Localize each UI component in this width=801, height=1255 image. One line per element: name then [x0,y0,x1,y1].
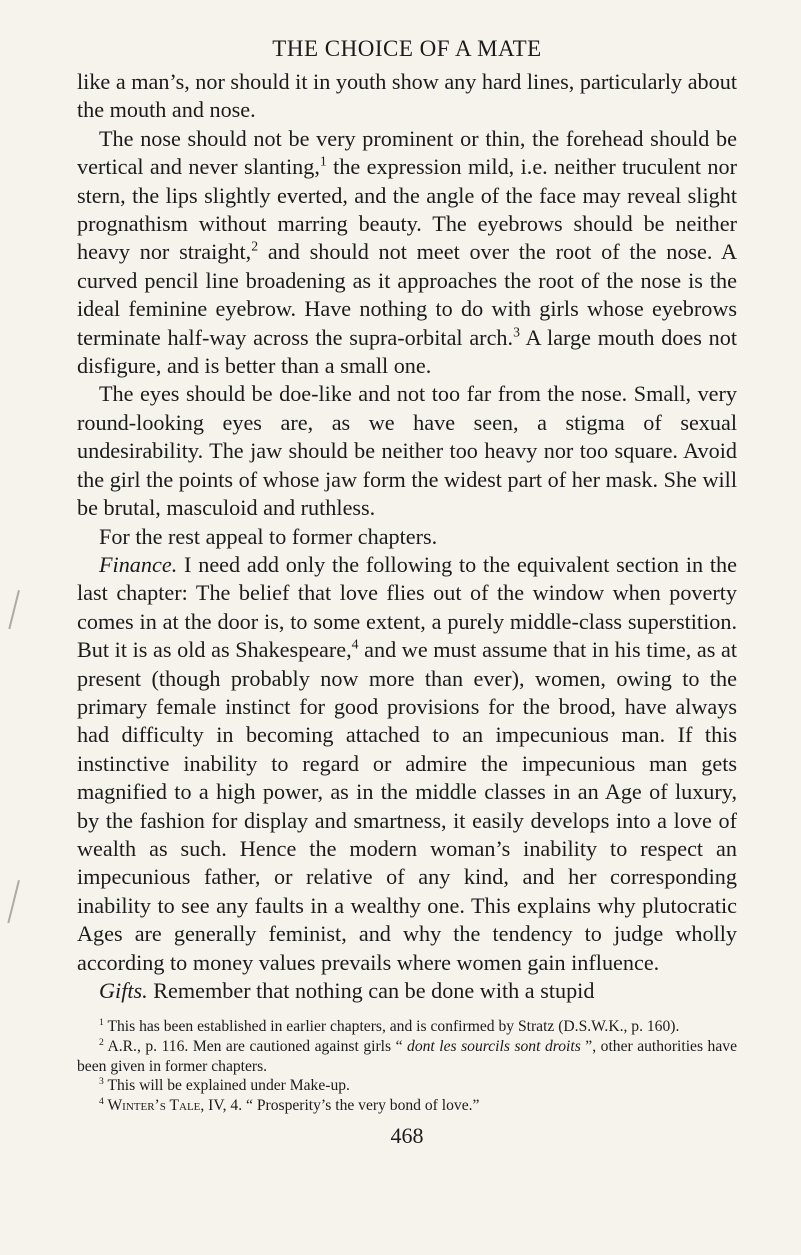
footnote-ref-3[interactable]: 3 [513,324,520,340]
footnote-quote-italic: dont les sourcils sont droits [407,1038,581,1055]
paragraph-rest [77,523,737,551]
footnote-1 [77,1017,737,1037]
paragraph-nose [77,125,737,381]
text-run: and we must assume that in his time, as at present (though probably now more than ever), women, owing to the primary female instinct for good provisions for the brood, have always had difficulty in becoming attached to an impecunious man. If this instinctive inability to regard or admire the impecunious man gets magnified to a high power, as in the middle classes in an Age of luxury, by the fashion for display and smartness, it easily develops into a love of wealth as such. Hence the modern woman’s inability to respect an impecunious father, or relative of any kind, and her corresponding inability to see any faults in a wealthy one. This explains why plutocratic Ages are generally feminist, and why the tendency to judge wholly according to money values prevails where women gain influence. [77,637,737,975]
section-heading-finance: Finance. [99,551,178,577]
paragraph-eyes [77,380,737,522]
footnote-text: ”, other authorities have been given in former chapters. [77,1038,737,1075]
footnote-ref-1[interactable]: 1 [319,153,327,169]
text-run: The nose should not be very prominent or thin, the forehead should be vertical and never slanting, [77,125,737,180]
footnote-text: This will be explained under Make-up. [103,1077,350,1095]
footnote-marker: 2 [99,1036,104,1048]
footnote-marker: 4 [99,1095,104,1107]
text-run: The eyes should be doe-like and not too far from the nose. Small, very round-looking eyes are, as we have seen, a stigma of sexual undesirability. The jaw should be neither too heavy nor too square. Avoid the girl the points of whose jaw form the widest part of her mask. She will be brutal, masculoid and ruthless. [77,381,737,521]
paragraph-continued [77,68,737,125]
section-heading-gifts: Gifts. [99,978,148,1003]
text-run: and should not meet over the root of the nose. A curved pencil line broadening as it approaches the root of the nose is the ideal feminine eyebrow. Have nothing to do with girls whose eyebrows terminate half-way across the supra-orbital arch. [77,239,737,350]
paragraph-gifts [77,977,737,1005]
text-run: A large mouth does not disfigure, and is better than a small one. [77,324,737,379]
body-text [77,68,737,1005]
footnote-work-title: Winter’s Tale, [103,1096,205,1114]
footnote-ref-4[interactable]: 4 [351,636,359,652]
footnote-text: A.R., p. 116. Men are cautioned against girls “ [103,1038,408,1055]
pencil-margin-mark-lower [7,880,20,923]
footnote-3 [77,1076,737,1096]
book-page [77,34,737,1149]
footnotes [77,1017,737,1115]
pencil-margin-mark-upper [8,590,20,629]
running-head: THE CHOICE OF A MATE [272,36,542,61]
page-number: 468 [390,1123,424,1149]
text-run: the expression mild, i.e. neither truculent nor stern, the lips slightly everted, and the angle of the face may reveal slight prognathism without marring beauty. The eyebrows should be neither heavy nor straight, [77,154,737,265]
footnote-4 [77,1096,737,1116]
footnote-marker: 1 [99,1017,104,1029]
text-run: Remember that nothing can be done with a stupid [147,978,595,1003]
text-run: For the rest appeal to former chapters. [99,523,438,549]
footnote-text: This has been established in earlier chapters, and is confirmed by Stratz (D.S.W.K., p. 160). [103,1018,680,1036]
footnote-text: IV, 4. “ Prosperity’s the very bond of love.” [204,1096,480,1114]
text-run: like a man’s, nor should it in youth show any hard lines, particularly about the mouth and nose. [77,69,737,123]
footnote-ref-2[interactable]: 2 [251,239,259,255]
text-run: I need add only the following to the equivalent section in the last chapter: The belief that love flies out of the window when poverty comes in at the door is, to some extent, a purely middle-class superstition. But it is as old as Shakespeare, [77,551,737,663]
footnote-marker: 3 [99,1076,104,1087]
footnote-2 [77,1037,737,1076]
paragraph-finance [77,551,737,977]
